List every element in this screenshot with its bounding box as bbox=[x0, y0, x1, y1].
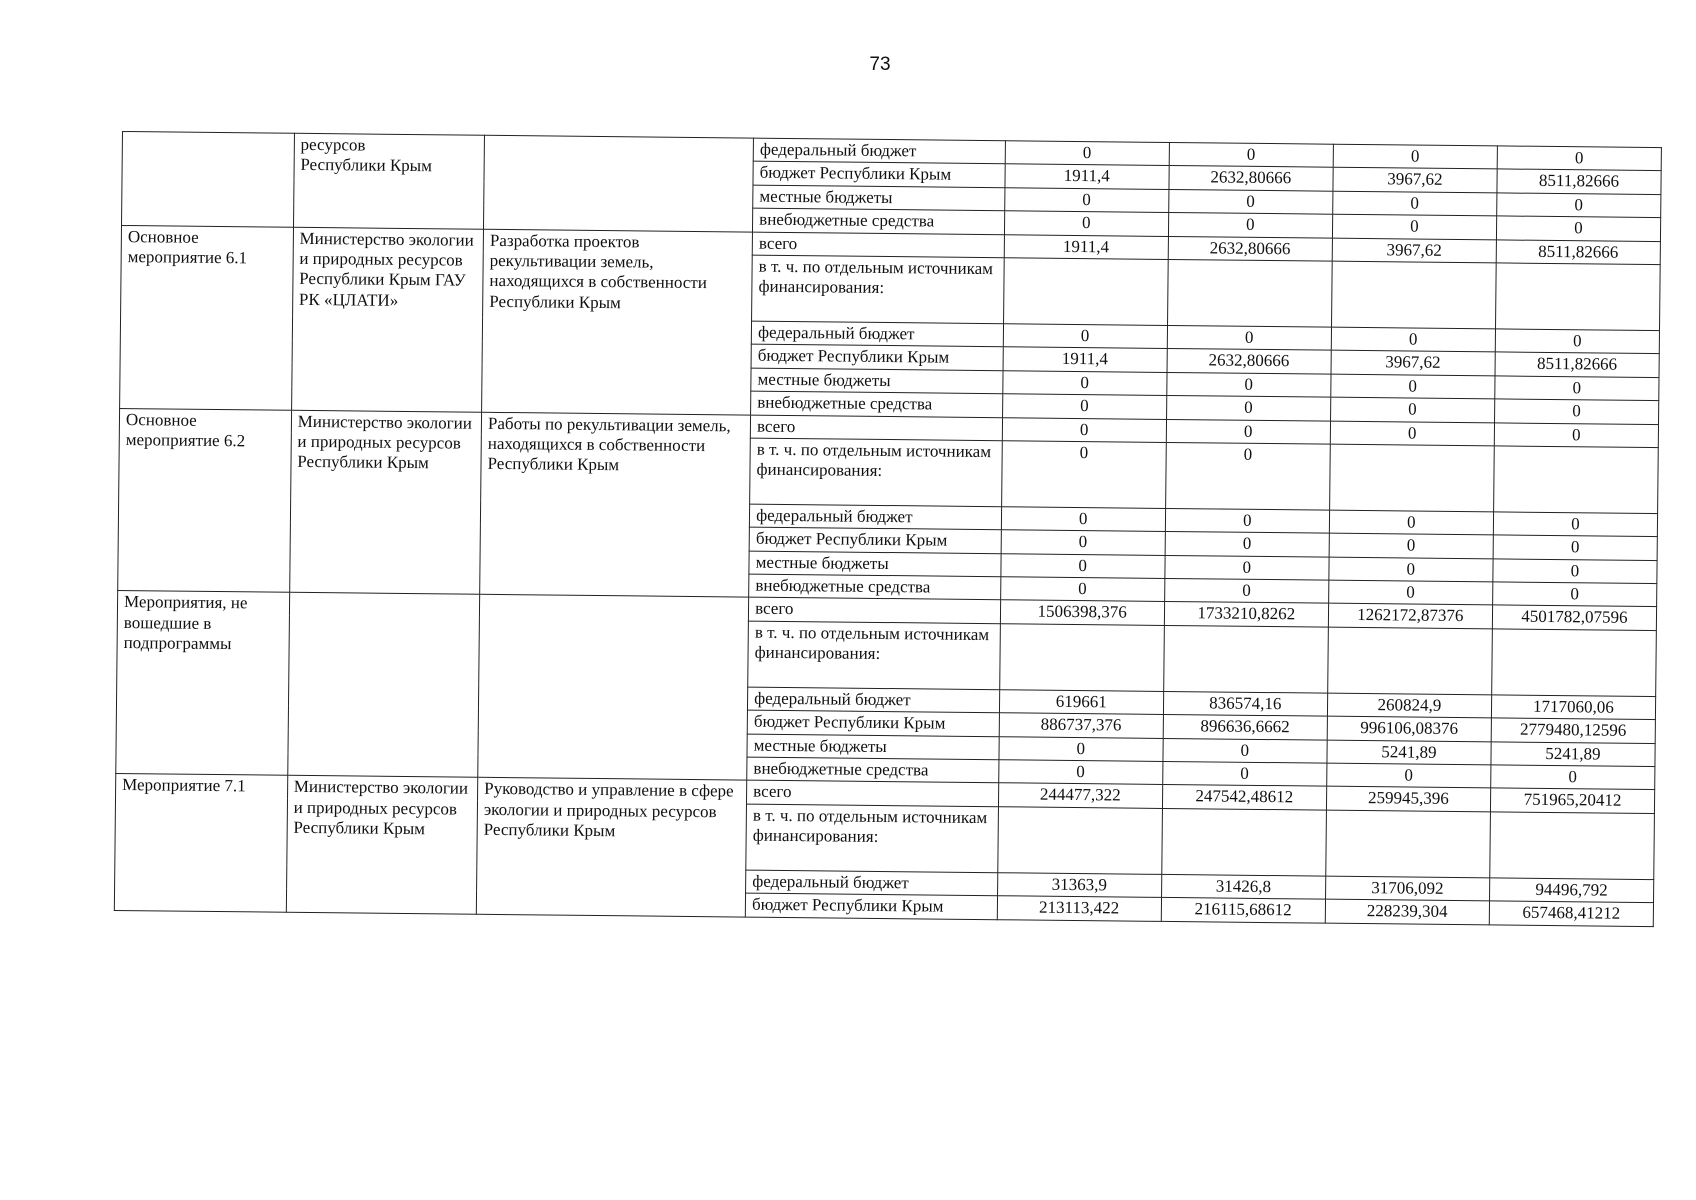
value-cell-year-1: 0 bbox=[1004, 211, 1168, 236]
funding-source-cell: в т. ч. по отдельным источникам финансирования: bbox=[750, 438, 1002, 507]
funding-source-cell: бюджет Республики Крым bbox=[749, 527, 1001, 553]
value-cell-year-2: 2632,80666 bbox=[1169, 166, 1333, 191]
funding-source-cell: местные бюджеты bbox=[753, 185, 1005, 211]
funding-source-cell: федеральный бюджет bbox=[748, 687, 1000, 713]
value-cell-total bbox=[1495, 263, 1660, 331]
value-cell-year-3: 996106,08376 bbox=[1327, 716, 1491, 741]
value-cell-year-1 bbox=[997, 807, 1162, 875]
value-cell-year-3: 228239,304 bbox=[1325, 899, 1489, 924]
value-cell-year-2: 2632,80666 bbox=[1167, 349, 1331, 374]
value-cell-year-3: 3967,62 bbox=[1333, 168, 1497, 193]
value-cell-year-2: 0 bbox=[1165, 555, 1329, 580]
value-cell-year-2: 0 bbox=[1162, 761, 1326, 786]
value-cell-year-1: 1911,4 bbox=[1004, 234, 1168, 259]
value-cell-year-1: 619661 bbox=[999, 690, 1163, 715]
value-cell-year-1: 0 bbox=[999, 736, 1163, 761]
value-cell-year-1: 31363,9 bbox=[997, 873, 1161, 898]
value-cell-year-1: 1911,4 bbox=[1003, 347, 1167, 372]
value-cell-year-2: 836574,16 bbox=[1163, 691, 1327, 716]
value-cell-total bbox=[1492, 629, 1657, 697]
value-cell-year-1: 1911,4 bbox=[1005, 164, 1169, 189]
value-cell-total: 2779480,12596 bbox=[1491, 718, 1655, 743]
budget-table-body bbox=[114, 132, 1661, 927]
funding-source-cell: федеральный бюджет bbox=[746, 870, 998, 896]
value-cell-year-3: 31706,092 bbox=[1325, 876, 1489, 901]
funding-source-cell: в т. ч. по отдельным источникам финансирования: bbox=[752, 255, 1004, 324]
value-cell-year-3: 5241,89 bbox=[1327, 740, 1491, 765]
value-cell-total: 0 bbox=[1495, 376, 1659, 401]
value-cell-year-2 bbox=[1163, 625, 1328, 693]
funding-source-cell: всего bbox=[752, 232, 1004, 258]
block-name-cell bbox=[122, 132, 295, 227]
funding-source-cell: местные бюджеты bbox=[747, 734, 999, 760]
description-cell: Руководство и управление в сфере экологии и природных ресурсов Республики Крым bbox=[476, 778, 746, 917]
value-cell-year-1 bbox=[1003, 258, 1168, 326]
value-cell-total: 751965,20412 bbox=[1490, 788, 1654, 813]
value-cell-total: 0 bbox=[1493, 559, 1657, 584]
budget-table bbox=[114, 131, 1662, 927]
block-name-cell: Основное мероприятие 6.1 bbox=[120, 225, 294, 410]
block-name-cell: Основное мероприятие 6.2 bbox=[118, 408, 292, 593]
value-cell-year-3: 0 bbox=[1329, 510, 1493, 535]
value-cell-total: 5241,89 bbox=[1491, 742, 1655, 767]
funding-source-cell: местные бюджеты bbox=[749, 551, 1001, 577]
value-cell-total: 0 bbox=[1497, 146, 1661, 171]
value-cell-year-2: 0 bbox=[1163, 738, 1327, 763]
funding-source-cell: всего bbox=[749, 598, 1001, 624]
funding-source-cell: в т. ч. по отдельным источникам финансирования: bbox=[748, 621, 1000, 690]
page-number: 73 bbox=[869, 54, 891, 75]
funding-source-cell: в т. ч. по отдельным источникам финансирования: bbox=[746, 804, 998, 873]
value-cell-total bbox=[1493, 446, 1658, 514]
value-cell-year-2: 1733210,8262 bbox=[1164, 602, 1328, 627]
value-cell-total: 4501782,07596 bbox=[1492, 605, 1656, 630]
value-cell-year-1: 0 bbox=[1001, 553, 1165, 578]
value-cell-year-3: 0 bbox=[1326, 763, 1490, 788]
value-cell-total bbox=[1490, 812, 1655, 880]
value-cell-year-2 bbox=[1167, 259, 1332, 327]
value-cell-year-2: 31426,8 bbox=[1161, 874, 1325, 899]
value-cell-year-2: 0 bbox=[1167, 325, 1331, 350]
value-cell-year-2: 0 bbox=[1165, 508, 1329, 533]
value-cell-total: 8511,82666 bbox=[1497, 169, 1661, 194]
funding-source-cell: внебюджетные средства bbox=[753, 208, 1005, 234]
description-cell: Работы по рекультивации земель, находящихся в собственности Республики Крым bbox=[480, 412, 751, 598]
value-cell-year-1: 0 bbox=[1005, 141, 1169, 166]
value-cell-total: 0 bbox=[1493, 535, 1657, 560]
value-cell-total: 0 bbox=[1496, 216, 1660, 241]
value-cell-year-3 bbox=[1326, 810, 1491, 878]
value-cell-year-1: 0 bbox=[1001, 441, 1166, 509]
value-cell-total: 0 bbox=[1497, 193, 1661, 218]
value-cell-year-1: 0 bbox=[1001, 530, 1165, 555]
funding-source-cell: федеральный бюджет bbox=[751, 321, 1003, 347]
executor-cell bbox=[287, 593, 479, 778]
value-cell-year-3: 0 bbox=[1332, 214, 1496, 239]
description-cell: Разработка проектов рекультивации земель, находящихся в собственности Республики Крым bbox=[482, 229, 753, 415]
value-cell-year-3: 0 bbox=[1329, 557, 1493, 582]
value-cell-year-2: 0 bbox=[1164, 579, 1328, 604]
value-cell-year-2: 0 bbox=[1167, 372, 1331, 397]
value-cell-year-2: 0 bbox=[1165, 532, 1329, 557]
value-cell-total: 0 bbox=[1495, 329, 1659, 354]
value-cell-year-1: 0 bbox=[1002, 417, 1166, 442]
value-cell-total: 94496,792 bbox=[1489, 878, 1653, 903]
funding-source-cell: внебюджетные средства bbox=[749, 574, 1001, 600]
description-cell bbox=[478, 595, 749, 781]
value-cell-year-1: 886737,376 bbox=[999, 713, 1163, 738]
value-cell-total: 0 bbox=[1494, 422, 1658, 447]
budget-sheet bbox=[114, 131, 1662, 927]
value-cell-year-2: 247542,48612 bbox=[1162, 785, 1326, 810]
value-cell-year-1: 0 bbox=[1000, 577, 1164, 602]
funding-source-cell: федеральный бюджет bbox=[749, 504, 1001, 530]
value-cell-year-3: 0 bbox=[1332, 191, 1496, 216]
value-cell-total: 8511,82666 bbox=[1496, 239, 1660, 264]
value-cell-year-2: 0 bbox=[1169, 142, 1333, 167]
value-cell-total: 0 bbox=[1493, 512, 1657, 537]
value-cell-year-2 bbox=[1162, 808, 1327, 876]
value-cell-year-3: 3967,62 bbox=[1332, 238, 1496, 263]
value-cell-year-1: 213113,422 bbox=[997, 896, 1161, 921]
funding-source-cell: внебюджетные средства bbox=[747, 757, 999, 783]
value-cell-year-2: 0 bbox=[1168, 213, 1332, 238]
value-cell-year-2: 2632,80666 bbox=[1168, 236, 1332, 261]
value-cell-year-2: 0 bbox=[1166, 419, 1330, 444]
value-cell-year-1: 0 bbox=[1002, 370, 1166, 395]
value-cell-year-3: 1262172,87376 bbox=[1328, 604, 1492, 629]
block-name-cell: Мероприятие 7.1 bbox=[114, 774, 287, 912]
value-cell-year-1: 0 bbox=[1004, 188, 1168, 213]
value-cell-year-1: 0 bbox=[1003, 324, 1167, 349]
value-cell-year-3 bbox=[1329, 444, 1494, 512]
value-cell-year-3: 0 bbox=[1330, 397, 1494, 422]
value-cell-year-3: 259945,396 bbox=[1326, 787, 1490, 812]
value-cell-year-3: 0 bbox=[1331, 327, 1495, 352]
value-cell-year-3 bbox=[1327, 627, 1492, 695]
value-cell-year-2: 0 bbox=[1166, 396, 1330, 421]
value-cell-year-2: 896636,6662 bbox=[1163, 715, 1327, 740]
value-cell-total: 657468,41212 bbox=[1489, 901, 1653, 926]
block-name-cell: Мероприятия, не вошедшие в подпрограммы bbox=[116, 591, 290, 776]
value-cell-year-1: 1506398,376 bbox=[1000, 600, 1164, 625]
funding-source-cell: всего bbox=[747, 781, 999, 807]
value-cell-year-1: 0 bbox=[1001, 507, 1165, 532]
value-cell-year-3: 260824,9 bbox=[1327, 693, 1491, 718]
value-cell-year-2: 0 bbox=[1165, 442, 1330, 510]
value-cell-year-1 bbox=[999, 624, 1164, 692]
value-cell-year-2: 0 bbox=[1168, 189, 1332, 214]
funding-source-cell: бюджет Республики Крым bbox=[745, 893, 997, 919]
value-cell-year-3: 0 bbox=[1330, 421, 1494, 446]
value-cell-total: 8511,82666 bbox=[1495, 352, 1659, 377]
value-cell-year-3 bbox=[1331, 261, 1496, 329]
value-cell-year-1: 0 bbox=[1002, 394, 1166, 419]
value-cell-total: 1717060,06 bbox=[1491, 695, 1655, 720]
executor-cell: Министерство экологии и природных ресурсов Республики Крым bbox=[286, 776, 478, 914]
funding-source-cell: бюджет Республики Крым bbox=[753, 162, 1005, 188]
value-cell-total: 0 bbox=[1491, 765, 1655, 790]
value-cell-year-1: 0 bbox=[998, 760, 1162, 785]
executor-cell: ресурсов Республики Крым bbox=[293, 133, 484, 229]
funding-source-cell: бюджет Республики Крым bbox=[751, 344, 1003, 370]
value-cell-year-3: 0 bbox=[1328, 580, 1492, 605]
funding-source-cell: внебюджетные средства bbox=[751, 391, 1003, 417]
value-cell-year-3: 0 bbox=[1331, 374, 1495, 399]
value-cell-year-3: 0 bbox=[1329, 533, 1493, 558]
value-cell-total: 0 bbox=[1492, 582, 1656, 607]
value-cell-year-3: 3967,62 bbox=[1331, 351, 1495, 376]
funding-source-cell: бюджет Республики Крым bbox=[747, 710, 999, 736]
value-cell-year-1: 244477,322 bbox=[998, 783, 1162, 808]
funding-source-cell: местные бюджеты bbox=[751, 368, 1003, 394]
value-cell-year-3: 0 bbox=[1333, 144, 1497, 169]
executor-cell: Министерство экологии и природных ресурсов Республики Крым bbox=[289, 410, 481, 595]
executor-cell: Министерство экологии и природных ресурсов Республики Крым ГАУ РК «ЦЛАТИ» bbox=[291, 227, 483, 412]
value-cell-year-2: 216115,68612 bbox=[1161, 898, 1325, 923]
funding-source-cell: федеральный бюджет bbox=[753, 138, 1005, 164]
funding-source-cell: всего bbox=[750, 415, 1002, 441]
description-cell bbox=[484, 135, 754, 231]
value-cell-total: 0 bbox=[1494, 399, 1658, 424]
